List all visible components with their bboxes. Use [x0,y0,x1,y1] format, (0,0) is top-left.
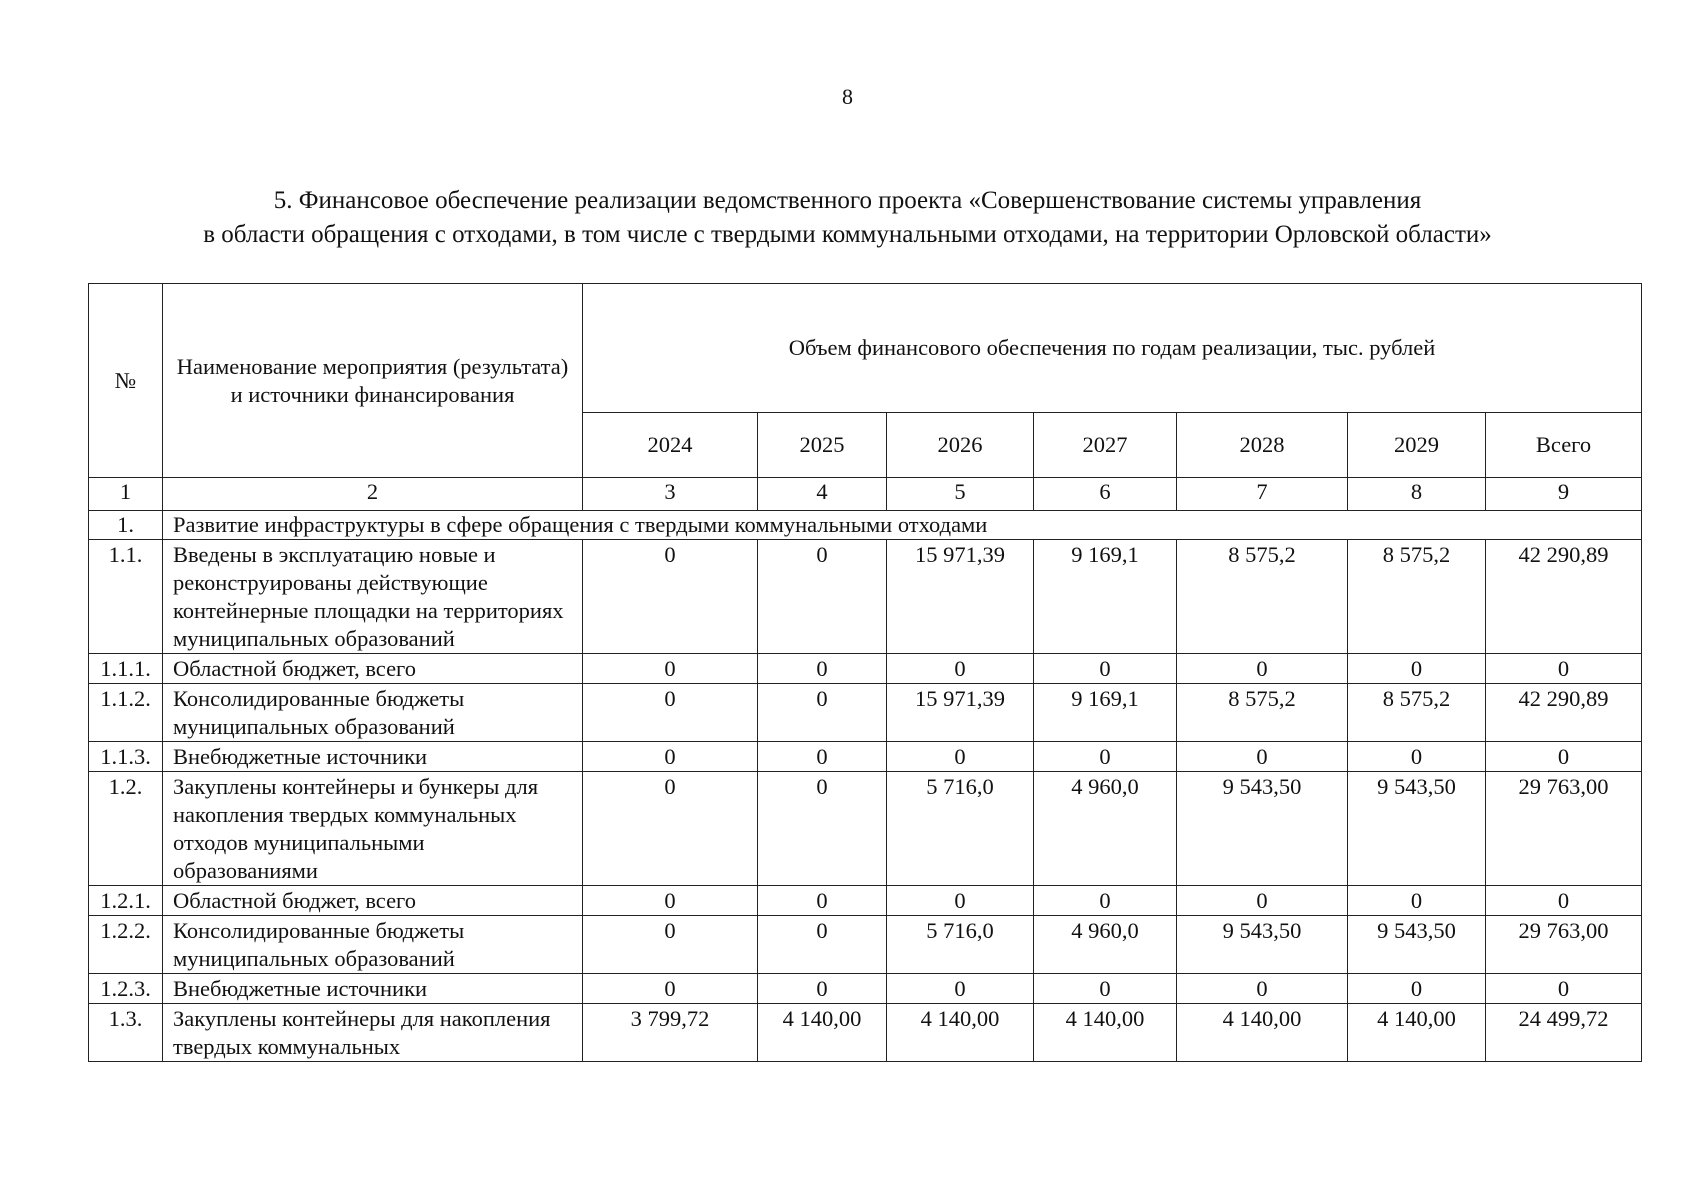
row-value: 0 [583,886,758,916]
section-title: Развитие инфраструктуры в сфере обращения с твердыми коммунальными отходами [163,511,1642,540]
row-number: 1.2. [89,772,163,886]
row-name: Внебюджетные источники [163,742,583,772]
row-value: 0 [1348,742,1486,772]
table-row [89,772,1642,886]
financing-table [88,283,1642,1062]
row-value: 15 971,39 [887,684,1034,742]
row-name: Закуплены контейнеры для накопления твердых коммунальных [163,1004,583,1062]
column-index: 7 [1177,478,1348,511]
row-value: 0 [1486,742,1642,772]
row-number: 1.2.3. [89,974,163,1004]
row-value: 4 140,00 [1177,1004,1348,1062]
header-year: 2029 [1348,413,1486,478]
column-index: 6 [1034,478,1177,511]
row-value: 0 [1034,974,1177,1004]
row-name: Введены в эксплуатацию новые и реконструированы действующие контейнерные площадки на территориях муниципальных образований [163,540,583,654]
table-row [89,684,1642,742]
column-index: 2 [163,478,583,511]
column-index: 4 [758,478,887,511]
row-value: 29 763,00 [1486,916,1642,974]
row-value: 0 [758,540,887,654]
row-value: 0 [758,684,887,742]
row-value: 0 [1486,886,1642,916]
row-name: Областной бюджет, всего [163,654,583,684]
table-row [89,974,1642,1004]
header-year: 2027 [1034,413,1177,478]
row-value: 0 [758,742,887,772]
row-value: 0 [583,654,758,684]
table-row [89,1004,1642,1062]
row-value: 0 [583,684,758,742]
row-value: 3 799,72 [583,1004,758,1062]
row-value: 0 [758,916,887,974]
row-value: 0 [1348,886,1486,916]
row-number: 1.1.3. [89,742,163,772]
row-value: 9 169,1 [1034,684,1177,742]
row-value: 8 575,2 [1348,540,1486,654]
row-name: Консолидированные бюджеты муниципальных образований [163,916,583,974]
row-value: 0 [1034,886,1177,916]
row-value: 0 [1177,886,1348,916]
row-value: 0 [1486,654,1642,684]
row-value: 0 [887,974,1034,1004]
row-value: 8 575,2 [1177,684,1348,742]
row-number: 1.2.2. [89,916,163,974]
row-value: 42 290,89 [1486,540,1642,654]
row-value: 0 [583,772,758,886]
row-value: 0 [758,772,887,886]
row-value: 15 971,39 [887,540,1034,654]
row-value: 0 [1034,654,1177,684]
row-value: 42 290,89 [1486,684,1642,742]
row-value: 0 [887,742,1034,772]
row-value: 4 140,00 [1034,1004,1177,1062]
row-value: 0 [887,886,1034,916]
table-row [89,654,1642,684]
row-value: 0 [1486,974,1642,1004]
row-number: 1.3. [89,1004,163,1062]
row-number: 1.1.2. [89,684,163,742]
row-name: Закуплены контейнеры и бункеры для накопления твердых коммунальных отходов муниципальными образованиями [163,772,583,886]
row-value: 0 [1034,742,1177,772]
row-value: 29 763,00 [1486,772,1642,886]
title-line-1: 5. Финансовое обеспечение реализации ведомственного проекта «Совершенствование системы управления [273,187,1422,214]
table-row [89,540,1642,654]
header-year: 2028 [1177,413,1348,478]
row-value: 4 960,0 [1034,772,1177,886]
row-value: 5 716,0 [887,772,1034,886]
row-value: 0 [758,974,887,1004]
row-value: 9 543,50 [1177,916,1348,974]
row-value: 9 543,50 [1348,916,1486,974]
table-row [89,886,1642,916]
row-number: 1.2.1. [89,886,163,916]
row-value: 9 543,50 [1177,772,1348,886]
row-value: 0 [887,654,1034,684]
table-row [89,742,1642,772]
row-value: 0 [583,742,758,772]
row-value: 4 960,0 [1034,916,1177,974]
row-value: 0 [758,886,887,916]
row-value: 8 575,2 [1177,540,1348,654]
row-number: 1.1.1. [89,654,163,684]
row-value: 0 [583,916,758,974]
header-year: Всего [1486,413,1642,478]
title-line-2: в области обращения с отходами, в том числе с твердыми коммунальными отходами, на территории Орловской области» [203,221,1492,248]
header-num: № [89,284,163,478]
row-number: 1.1. [89,540,163,654]
row-value: 5 716,0 [887,916,1034,974]
row-value: 0 [1177,974,1348,1004]
row-value: 8 575,2 [1348,684,1486,742]
column-index: 1 [89,478,163,511]
row-name: Внебюджетные источники [163,974,583,1004]
row-name: Консолидированные бюджеты муниципальных образований [163,684,583,742]
column-index: 9 [1486,478,1642,511]
column-index: 5 [887,478,1034,511]
row-value: 4 140,00 [758,1004,887,1062]
section-num: 1. [89,511,163,540]
row-value: 9 169,1 [1034,540,1177,654]
document-title [0,184,1695,252]
table-row [89,916,1642,974]
header-year: 2025 [758,413,887,478]
row-value: 0 [1177,742,1348,772]
row-value: 0 [1177,654,1348,684]
row-value: 0 [1348,974,1486,1004]
header-year: 2024 [583,413,758,478]
row-value: 0 [1348,654,1486,684]
header-name: Наименование мероприятия (результата) и источники финансирования [163,284,583,478]
header-volume: Объем финансового обеспечения по годам реализации, тыс. рублей [583,284,1642,413]
row-value: 4 140,00 [887,1004,1034,1062]
column-index: 8 [1348,478,1486,511]
row-value: 9 543,50 [1348,772,1486,886]
row-value: 0 [583,974,758,1004]
row-value: 4 140,00 [1348,1004,1486,1062]
row-name: Областной бюджет, всего [163,886,583,916]
row-value: 24 499,72 [1486,1004,1642,1062]
row-value: 0 [583,540,758,654]
header-year: 2026 [887,413,1034,478]
column-index: 3 [583,478,758,511]
row-value: 0 [758,654,887,684]
page-number: 8 [842,84,853,109]
